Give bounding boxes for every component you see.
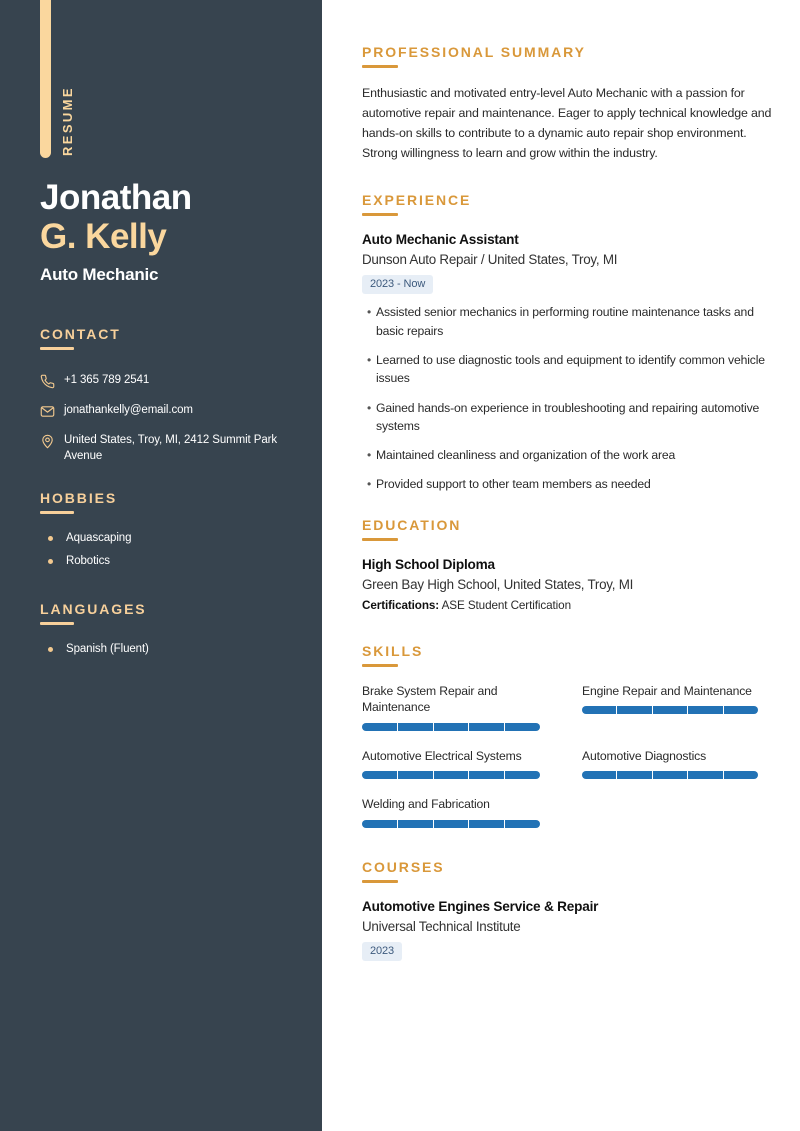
experience-job-title: Auto Mechanic Assistant [362, 232, 519, 248]
contact-item-phone[interactable] [40, 373, 302, 389]
skills-heading: SKILLS [362, 642, 424, 659]
skill-item [582, 748, 758, 779]
courses-section [362, 859, 782, 961]
skills-grid [362, 683, 782, 845]
bullet-icon: • [367, 400, 372, 415]
list-item [362, 399, 782, 436]
skill-label: Brake System Repair and Maintenance [362, 683, 498, 715]
course-provider: Universal Technical Institute [362, 918, 521, 934]
skill-level-bar [362, 723, 540, 731]
accent-bar [40, 0, 51, 158]
course-title: Automotive Engines Service & Repair [362, 898, 599, 914]
languages-heading: LANGUAGES [40, 601, 147, 617]
skill-label: Automotive Electrical Systems [362, 748, 522, 763]
bullet-dot-icon [48, 559, 53, 564]
experience-section [362, 192, 782, 493]
contact-email-value: jonathankelly@email.com [64, 404, 193, 416]
duty-text: Gained hands-on experience in troubleshooting and repairing automotive systems [376, 400, 760, 433]
duty-text: Provided support to other team members as needed [376, 477, 651, 492]
experience-employer: Dunson Auto Repair / United States, Troy, MI [362, 252, 618, 268]
resume-vertical-label: RESUME [60, 86, 75, 157]
sidebar [0, 0, 322, 1131]
contact-address-value: United States, Troy, MI, 2412 Summit Park Avenue [64, 434, 277, 462]
skill-item [362, 748, 540, 779]
list-item [362, 475, 782, 493]
location-pin-icon [40, 433, 62, 449]
bullet-dot-icon [48, 536, 53, 541]
skills-heading-rule [362, 664, 398, 667]
bullet-icon: • [367, 477, 372, 492]
certifications-value: ASE Student Certification [441, 598, 571, 612]
skill-level-bar [582, 771, 758, 779]
courses-heading-rule [362, 880, 398, 883]
hobbies-heading-rule [40, 511, 74, 514]
experience-heading: EXPERIENCE [362, 192, 472, 209]
bullet-icon: • [367, 352, 372, 367]
name-block [40, 178, 305, 285]
skill-label: Engine Repair and Maintenance [582, 683, 752, 698]
first-name: Jonathan [40, 178, 192, 217]
languages-list [40, 643, 302, 655]
experience-entry [362, 232, 782, 493]
experience-heading-rule [362, 213, 398, 216]
education-degree: High School Diploma [362, 556, 495, 572]
language-label: Spanish (Fluent) [66, 643, 149, 655]
summary-text: Enthusiastic and motivated entry-level Auto Mechanic with a passion for automotive repair and maintenance. Eager to apply technical knowledge and hands-on skills to contribute to a dynamic auto repair shop environment. Strong willingness to learn and grow within the industry. [362, 86, 772, 161]
skill-item [362, 683, 540, 731]
list-item [40, 643, 302, 655]
phone-icon [40, 373, 62, 389]
summary-section [362, 44, 782, 163]
experience-duties-list [362, 303, 782, 493]
contact-phone-value: +1 365 789 2541 [64, 374, 150, 386]
education-heading: EDUCATION [362, 516, 462, 533]
skill-level-bar [582, 706, 758, 714]
skill-level-bar [362, 820, 540, 828]
last-name: G. Kelly [40, 217, 167, 257]
skill-item [362, 796, 540, 827]
hobbies-list [40, 532, 302, 567]
list-item [40, 555, 302, 567]
languages-heading-rule [40, 622, 74, 625]
education-section [362, 517, 782, 612]
education-heading-rule [362, 538, 398, 541]
duty-text: Assisted senior mechanics in performing routine maintenance tasks and basic repairs [376, 305, 754, 338]
main-column [362, 0, 782, 961]
bullet-dot-icon [48, 647, 53, 652]
list-item [40, 532, 302, 544]
contact-item-address[interactable] [40, 433, 302, 464]
contact-section [40, 326, 302, 478]
contact-heading-rule [40, 347, 74, 350]
course-period-badge: 2023 [362, 942, 402, 961]
languages-section [40, 601, 302, 666]
summary-heading-rule [362, 65, 398, 68]
contact-list [40, 373, 302, 464]
hobby-label: Aquascaping [66, 532, 132, 544]
duty-text: Maintained cleanliness and organization of the work area [376, 448, 676, 463]
education-certifications [362, 599, 782, 612]
envelope-icon [40, 403, 62, 419]
experience-period-badge: 2023 - Now [362, 275, 433, 294]
list-item [362, 351, 782, 388]
duty-text: Learned to use diagnostic tools and equipment to identify common vehicle issues [376, 352, 765, 386]
list-item [362, 446, 782, 464]
list-item [362, 303, 782, 340]
hobbies-heading: HOBBIES [40, 490, 118, 506]
job-title: Auto Mechanic [40, 265, 159, 285]
bullet-icon: • [367, 448, 372, 463]
education-entry [362, 557, 782, 612]
contact-item-email[interactable] [40, 403, 302, 419]
certifications-label: Certifications: [362, 598, 440, 612]
course-entry [362, 899, 782, 961]
hobbies-section [40, 490, 302, 578]
skills-section [362, 643, 782, 845]
skill-item [582, 683, 758, 731]
skill-label: Automotive Diagnostics [582, 748, 707, 763]
contact-heading: CONTACT [40, 326, 121, 342]
skill-label: Welding and Fabrication [362, 797, 490, 812]
summary-heading: PROFESSIONAL SUMMARY [362, 44, 586, 60]
skill-level-bar [362, 771, 540, 779]
education-school: Green Bay High School, United States, Troy, MI [362, 576, 634, 592]
courses-heading: COURSES [362, 858, 445, 875]
hobby-label: Robotics [66, 555, 110, 567]
bullet-icon: • [367, 305, 372, 320]
